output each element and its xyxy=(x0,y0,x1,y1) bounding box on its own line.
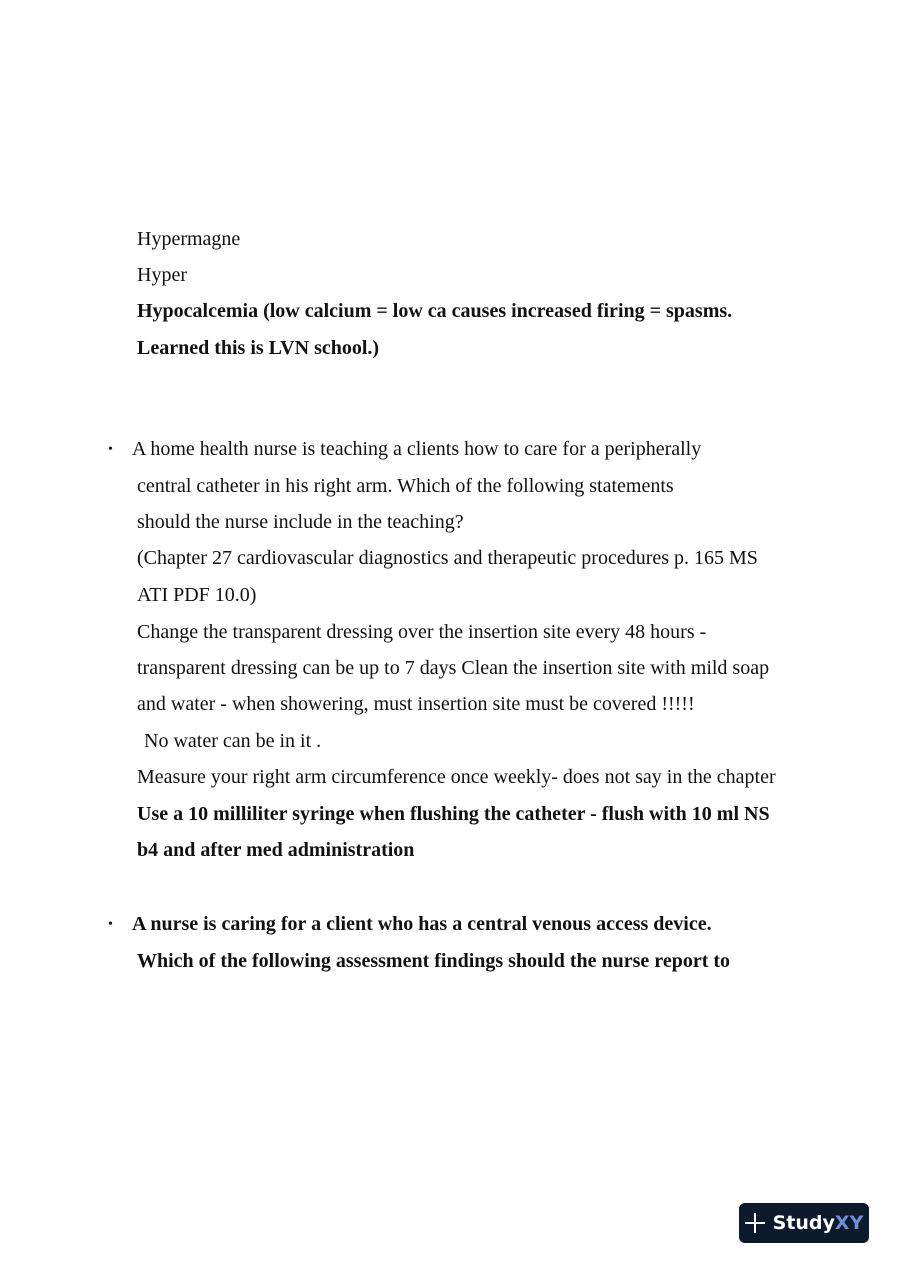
question-1-reference-line-1: (Chapter 27 cardiovascular diagnostics and therapeutic procedures p. 165 MS xyxy=(137,547,758,569)
question-2-line-2: Which of the following assessment findings should the nurse report to xyxy=(137,950,731,972)
bullet-question-2: • xyxy=(108,917,113,932)
studyxy-badge[interactable] xyxy=(739,1203,869,1243)
question-2-line-1: A nurse is caring for a client who has a central venous access device. xyxy=(132,913,712,935)
plus-icon xyxy=(745,1213,765,1233)
question-1-reference-line-2: ATI PDF 10.0) xyxy=(137,584,257,606)
option-syringe-line-2: b4 and after med administration xyxy=(137,839,415,861)
studyxy-logo-text: StudyXY xyxy=(772,1212,864,1234)
question-1-line-3: should the nurse include in the teaching? xyxy=(137,511,464,533)
option-syringe-line-1: Use a 10 milliliter syringe when flushing the catheter - flush with 10 ml NS xyxy=(137,803,770,825)
question-1-line-1: A home health nurse is teaching a clients how to care for a peripherally xyxy=(132,438,702,460)
option-measure-arm-line: Measure your right arm circumference once weekly- does not say in the chapter xyxy=(137,766,776,788)
text-line-hypermagne: Hypermagne xyxy=(137,228,241,250)
option-change-dressing-line-2: transparent dressing can be up to 7 days Clean the insertion site with mild soap xyxy=(137,657,770,679)
option-clean-site-line: and water - when showering, must insertion site must be covered !!!!! xyxy=(137,693,695,715)
text-line-hypocalcemia: Hypocalcemia (low calcium = low ca causes increased firing = spasms. xyxy=(137,300,733,322)
text-line-hyper: Hyper xyxy=(137,264,187,286)
question-1-line-2: central catheter in his right arm. Which of the following statements xyxy=(137,475,674,497)
text-line-lvn-school: Learned this is LVN school.) xyxy=(137,337,380,359)
option-change-dressing-line-1: Change the transparent dressing over the insertion site every 48 hours - xyxy=(137,621,707,643)
bullet-question-1: • xyxy=(108,442,113,457)
note-no-water-line: No water can be in it . xyxy=(144,730,322,752)
